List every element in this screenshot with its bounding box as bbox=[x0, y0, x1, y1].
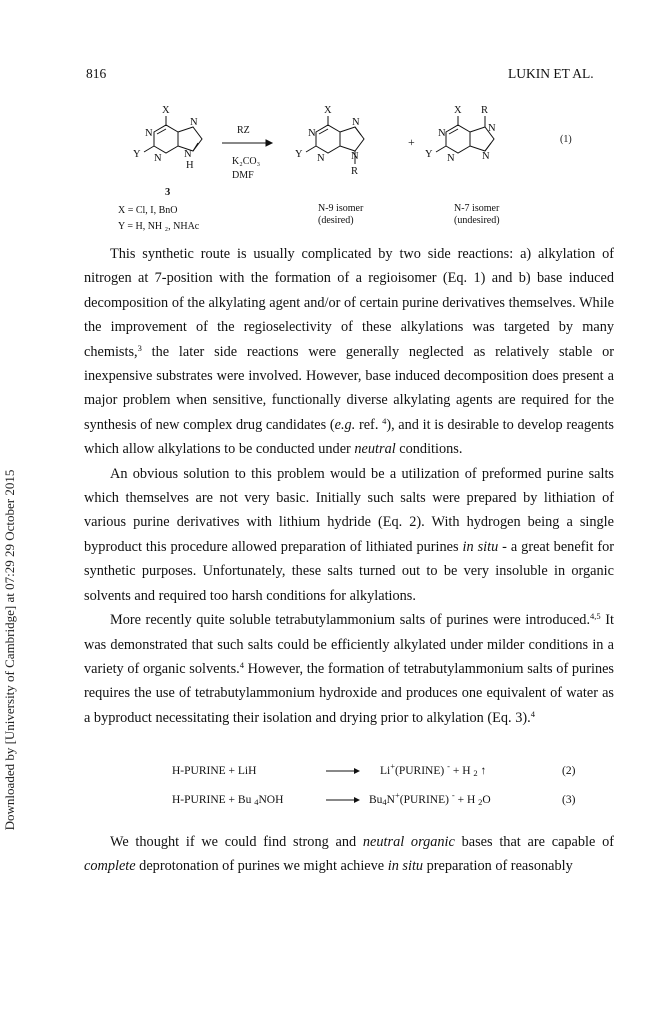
x-definition: X = Cl, I, BnO bbox=[118, 205, 178, 216]
running-head: LUKIN ET AL. bbox=[508, 66, 594, 81]
page-number: 816 bbox=[86, 66, 107, 81]
atom-n7-3: N bbox=[190, 117, 198, 128]
reagent-k2co3: K₂CO₃ bbox=[232, 156, 261, 167]
atom-n1-n9: N bbox=[308, 128, 316, 139]
equation-2-right: Li+(PURINE) - + H $_2$ ↑ bbox=[380, 761, 487, 778]
up-arrow-icon: ↑ bbox=[480, 765, 487, 777]
equation-3-left: H-PURINE + Bu $_4$NOH bbox=[172, 794, 284, 807]
atom-n7-n9: N bbox=[352, 117, 360, 128]
paragraph-4: We thought if we could find strong and neutral organic bases that are capable of complete deprotonation of purines we might achieve in situ preparation of reasonably bbox=[84, 834, 614, 875]
reaction-scheme bbox=[0, 0, 672, 240]
reagent-dmf: DMF bbox=[232, 170, 254, 181]
compound-number: 3 bbox=[165, 187, 171, 198]
reaction-arrow bbox=[222, 140, 272, 146]
equation-3-right: $Bu_4N^+(PURINE) ^- + H$ $_2$O bbox=[369, 790, 491, 807]
atom-x-3: X bbox=[162, 105, 170, 116]
atom-n1-3: N bbox=[145, 128, 153, 139]
n9-isomer-note: (desired) bbox=[318, 215, 354, 226]
paragraph-1: This synthetic route is usually complicated by two side reactions: a) alkylation of nitrogen at 7-position with the formation of a regioisomer (Eq. 1) and b) base induced decomposition of the alkylating agent and/or of certain purine derivatives themselves. While the improvement of the regioselectivity of these alkylations was targeted by many chemists,$^3$ the later side reactions were generally neglected as relatively stable or inexpensive substrates were involved. However, base induced decomposition does present a major problem when sensitive, functionally diverse alkylating agents are required for the synthesis of new complex drug candidates (e.g. ref. $^4$), and it is desirable to develop reagents which allow alkylations to be conducted under neutral conditions. bbox=[84, 246, 614, 458]
atom-n1-n7: N bbox=[438, 128, 446, 139]
equation-number-1: (1) bbox=[560, 134, 572, 145]
equation-2-arrow bbox=[326, 765, 360, 777]
equation-number-2: (2) bbox=[562, 765, 576, 777]
reagent-rz: RZ bbox=[237, 125, 250, 136]
body-paragraph-final bbox=[84, 830, 614, 879]
equation-number-3: (3) bbox=[562, 794, 576, 806]
atom-n3-n7: N bbox=[447, 153, 455, 164]
body-paragraphs bbox=[84, 242, 614, 730]
atom-r-n9: R bbox=[351, 166, 359, 177]
plus-sign: + bbox=[408, 135, 415, 149]
atom-n9-n9: N bbox=[351, 151, 359, 162]
atom-x-n9: X bbox=[324, 105, 332, 116]
download-note: Downloaded by [University of Cambridge] at 07:29 29 October 2015 bbox=[2, 469, 17, 831]
atom-y-n9: Y bbox=[295, 149, 303, 160]
equation-2-left: H-PURINE + LiH bbox=[172, 765, 257, 777]
atom-y-3: Y bbox=[133, 149, 141, 160]
atom-x-n7: X bbox=[454, 105, 462, 116]
y-definition: Y = H, NH ₂, NHAc bbox=[118, 221, 200, 232]
paragraph-2: An obvious solution to this problem would be a utilization of preformed purine salts which themselves are not very basic. Initially such salts were prepared by lithiation of various purine derivatives with lithium hydride (Eq. 2). With hydrogen being a single byproduct this procedure allowed preparation of lithiated purines in situ - a great benefit for synthetic purposes. Unfortunately, these salts turned out to be very insoluble in organic solvents and required too harsh conditions for alkylations. bbox=[84, 465, 614, 604]
atom-n3-3: N bbox=[154, 153, 162, 164]
atom-n9-n7: N bbox=[482, 151, 490, 162]
atom-n3-n9: N bbox=[317, 153, 325, 164]
n7-isomer-label: N-7 isomer bbox=[454, 203, 500, 214]
atom-h-3: H bbox=[186, 160, 194, 171]
n9-isomer-label: N-9 isomer bbox=[318, 203, 364, 214]
atom-n7-n7: N bbox=[488, 123, 496, 134]
equation-3-arrow bbox=[326, 794, 360, 806]
atom-y-n7: Y bbox=[425, 149, 433, 160]
atom-n9-3: N bbox=[184, 149, 192, 160]
n7-isomer-note: (undesired) bbox=[454, 215, 500, 226]
atom-r-n7: R bbox=[481, 105, 489, 116]
paragraph-3: More recently quite soluble tetrabutylammonium salts of purines were introduced.$^{4,5}$ It was demonstrated that such salts could be efficiently alkylated under milder conditions in a variety of organic solvents.$^4$ However, the formation of tetrabutylammonium salts of purines requires the use of tetrabutylammonium hydroxide and produces one equivalent of water as a byproduct necessitating their isolation and drying prior to alkylation (Eq. 3).$^4$ bbox=[84, 611, 615, 726]
